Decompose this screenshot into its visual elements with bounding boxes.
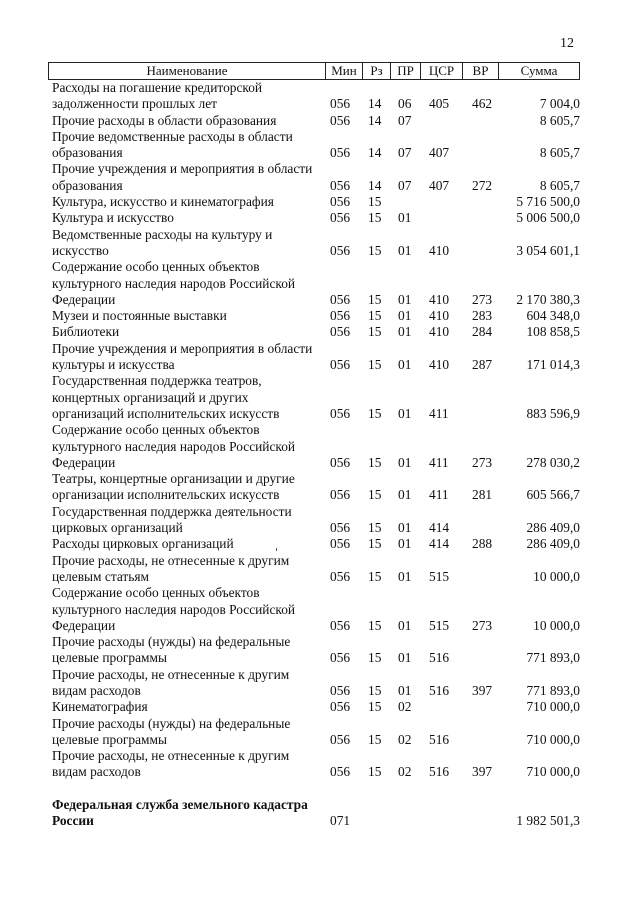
cell-min: 071 bbox=[330, 813, 351, 829]
cell-sum: 286 409,0 bbox=[526, 520, 580, 536]
table-row bbox=[52, 341, 580, 374]
cell-pr: 02 bbox=[398, 731, 412, 747]
cell-sum: 3 054 601,1 bbox=[516, 242, 580, 258]
table-body bbox=[52, 80, 580, 829]
cell-pr: 01 bbox=[398, 242, 412, 258]
cell-sum: 2 170 380,3 bbox=[516, 291, 580, 307]
cell-sum: 7 004,0 bbox=[539, 96, 580, 112]
cell-rz: 15 bbox=[368, 699, 382, 715]
row-values bbox=[52, 178, 580, 194]
cell-sum: 604 348,0 bbox=[526, 308, 580, 324]
cell-csr: 411 bbox=[429, 454, 449, 470]
cell-rz: 15 bbox=[368, 568, 382, 584]
cell-sum: 771 893,0 bbox=[526, 682, 580, 698]
cell-sum: 771 893,0 bbox=[526, 650, 580, 666]
cell-sum: 710 000,0 bbox=[526, 731, 580, 747]
cell-pr: 01 bbox=[398, 617, 412, 633]
cell-rz: 15 bbox=[368, 291, 382, 307]
page-number: 12 bbox=[560, 36, 574, 51]
cell-rz: 15 bbox=[368, 454, 382, 470]
cell-rz: 15 bbox=[368, 357, 382, 373]
cell-sum: 5 716 500,0 bbox=[516, 194, 580, 210]
cell-sum: 286 409,0 bbox=[526, 536, 580, 552]
row-values bbox=[52, 406, 580, 422]
row-values bbox=[52, 357, 580, 373]
cell-pr: 01 bbox=[398, 357, 412, 373]
cell-min: 056 bbox=[330, 177, 351, 193]
table-row bbox=[52, 471, 580, 504]
cell-rz: 15 bbox=[368, 324, 382, 340]
cell-min: 056 bbox=[330, 699, 351, 715]
row-name: Прочие расходы, не отнесенные к другим видам расходов bbox=[52, 748, 290, 780]
cell-vr: 273 bbox=[472, 291, 493, 307]
cell-pr: 02 bbox=[398, 764, 412, 780]
header-sum: Сумма bbox=[520, 63, 558, 78]
row-name: Культура, искусство и кинематография bbox=[52, 194, 274, 210]
table-row bbox=[52, 536, 580, 552]
row-values bbox=[52, 764, 580, 780]
cell-csr: 410 bbox=[429, 308, 450, 324]
table-row bbox=[52, 504, 580, 537]
table-row bbox=[52, 308, 580, 324]
cell-rz: 14 bbox=[368, 177, 382, 193]
table-row bbox=[52, 227, 580, 260]
row-values bbox=[52, 813, 580, 829]
cell-vr: 397 bbox=[472, 764, 493, 780]
cell-pr: 01 bbox=[398, 520, 412, 536]
cell-pr: 01 bbox=[398, 454, 412, 470]
row-values bbox=[52, 324, 580, 340]
row-name: Прочие ведомственные расходы в области образования bbox=[52, 128, 293, 161]
row-name: Прочие расходы (нужды) на федеральные целевые программы bbox=[52, 634, 291, 666]
cell-rz: 15 bbox=[368, 308, 382, 324]
cell-vr: 288 bbox=[472, 536, 493, 552]
cell-csr: 405 bbox=[429, 96, 450, 112]
cell-rz: 14 bbox=[368, 112, 382, 128]
row-name: Прочие расходы, не отнесенные к другим целевым статьям bbox=[52, 552, 290, 584]
table-row bbox=[52, 113, 580, 129]
cell-min: 056 bbox=[330, 357, 351, 373]
table-row bbox=[52, 80, 580, 113]
cell-sum: 10 000,0 bbox=[533, 568, 580, 584]
cell-rz: 15 bbox=[368, 520, 382, 536]
cell-csr: 407 bbox=[429, 177, 450, 193]
cell-pr: 06 bbox=[398, 96, 412, 112]
cell-vr: 287 bbox=[472, 357, 493, 373]
header-csr: ЦСР bbox=[421, 63, 463, 79]
cell-rz: 15 bbox=[368, 194, 382, 210]
cell-min: 056 bbox=[330, 764, 351, 780]
cell-sum: 278 030,2 bbox=[526, 454, 580, 470]
cell-rz: 15 bbox=[368, 405, 382, 421]
row-name: Кинематография bbox=[52, 699, 148, 715]
row-name: Прочие расходы (нужды) на федеральные целевые программы bbox=[52, 715, 291, 747]
row-values bbox=[52, 292, 580, 308]
row-values bbox=[52, 243, 580, 259]
row-name: Содержание особо ценных объектов культурного наследия народов Российской Федерации bbox=[52, 585, 296, 633]
cell-csr: 516 bbox=[429, 731, 450, 747]
cell-min: 056 bbox=[330, 617, 351, 633]
cell-min: 056 bbox=[330, 682, 351, 698]
row-name: Прочие расходы в области образования bbox=[52, 112, 277, 128]
table-row bbox=[52, 422, 580, 471]
table-row bbox=[52, 210, 580, 226]
cell-min: 056 bbox=[330, 520, 351, 536]
cell-vr: 284 bbox=[472, 324, 493, 340]
row-name: Содержание особо ценных объектов культурного наследия народов Российской Федерации bbox=[52, 259, 296, 307]
cell-csr: 516 bbox=[429, 682, 450, 698]
table-row bbox=[52, 797, 580, 830]
cell-rz: 15 bbox=[368, 650, 382, 666]
cell-min: 056 bbox=[330, 650, 351, 666]
header-vr: ВР bbox=[463, 63, 499, 79]
cell-pr: 01 bbox=[398, 405, 412, 421]
cell-csr: 407 bbox=[429, 145, 450, 161]
row-values bbox=[52, 455, 580, 471]
header-min: Мин bbox=[326, 63, 363, 79]
table-row bbox=[52, 667, 580, 700]
header-pr: ПР bbox=[391, 63, 421, 79]
cell-min: 056 bbox=[330, 454, 351, 470]
table-row bbox=[52, 716, 580, 749]
cell-sum: 1 982 501,3 bbox=[516, 813, 580, 829]
row-values bbox=[52, 308, 580, 324]
cell-rz: 15 bbox=[368, 536, 382, 552]
cell-sum: 5 006 500,0 bbox=[516, 210, 580, 226]
row-values bbox=[52, 569, 580, 585]
row-values bbox=[52, 210, 580, 226]
row-name: Прочие учреждения и мероприятия в области образования bbox=[52, 161, 313, 193]
cell-csr: 515 bbox=[429, 568, 450, 584]
cell-vr: 273 bbox=[472, 454, 493, 470]
cell-pr: 01 bbox=[398, 487, 412, 503]
cell-csr: 410 bbox=[429, 291, 450, 307]
row-values bbox=[52, 113, 580, 129]
cell-vr: 283 bbox=[472, 308, 493, 324]
cell-rz: 14 bbox=[368, 145, 382, 161]
cell-csr: 410 bbox=[429, 324, 450, 340]
cell-sum: 8 605,7 bbox=[539, 112, 580, 128]
row-values bbox=[52, 650, 580, 666]
cell-vr: 273 bbox=[472, 617, 493, 633]
cell-min: 056 bbox=[330, 194, 351, 210]
cell-pr: 01 bbox=[398, 568, 412, 584]
cell-pr: 07 bbox=[398, 112, 412, 128]
cell-pr: 01 bbox=[398, 291, 412, 307]
row-values bbox=[52, 699, 580, 715]
cell-vr: 462 bbox=[472, 96, 493, 112]
cell-min: 056 bbox=[330, 145, 351, 161]
cell-sum: 710 000,0 bbox=[526, 699, 580, 715]
cell-csr: 516 bbox=[429, 650, 450, 666]
cell-vr: 272 bbox=[472, 177, 493, 193]
cell-pr: 07 bbox=[398, 177, 412, 193]
cell-min: 056 bbox=[330, 112, 351, 128]
cell-vr: 397 bbox=[472, 682, 493, 698]
table-header bbox=[48, 62, 580, 80]
cell-csr: 414 bbox=[429, 520, 450, 536]
row-values bbox=[52, 732, 580, 748]
row-values bbox=[52, 145, 580, 161]
row-values bbox=[52, 683, 580, 699]
table-row bbox=[52, 699, 580, 715]
cell-min: 056 bbox=[330, 487, 351, 503]
table-row bbox=[52, 553, 580, 586]
cell-csr: 411 bbox=[429, 405, 449, 421]
header-name: Наименование bbox=[49, 63, 326, 79]
cell-min: 056 bbox=[330, 308, 351, 324]
row-name: Прочие учреждения и мероприятия в области культуры и искусства bbox=[52, 340, 313, 373]
cell-rz: 15 bbox=[368, 242, 382, 258]
row-name: Расходы на погашение кредиторской задолженности прошлых лет bbox=[52, 80, 263, 112]
cell-min: 056 bbox=[330, 291, 351, 307]
cell-sum: 171 014,3 bbox=[526, 357, 580, 373]
cell-rz: 15 bbox=[368, 764, 382, 780]
row-values bbox=[52, 520, 580, 536]
cell-min: 056 bbox=[330, 536, 351, 552]
row-values bbox=[52, 618, 580, 634]
cell-sum: 883 596,9 bbox=[526, 405, 580, 421]
row-values bbox=[52, 536, 580, 552]
cell-min: 056 bbox=[330, 210, 351, 226]
cell-sum: 10 000,0 bbox=[533, 617, 580, 633]
cell-min: 056 bbox=[330, 96, 351, 112]
cell-min: 056 bbox=[330, 405, 351, 421]
cell-pr: 01 bbox=[398, 308, 412, 324]
cell-sum: 710 000,0 bbox=[526, 764, 580, 780]
cell-rz: 15 bbox=[368, 617, 382, 633]
row-name: Государственная поддержка театров, концертных организаций и других организаций исполнительских искусств bbox=[52, 373, 280, 421]
cell-pr: 02 bbox=[398, 699, 412, 715]
cell-rz: 15 bbox=[368, 731, 382, 747]
row-values bbox=[52, 487, 580, 503]
cell-min: 056 bbox=[330, 242, 351, 258]
table-row bbox=[52, 748, 580, 781]
row-name: Ведомственные расходы на культуру и искусство bbox=[52, 226, 273, 258]
cell-rz: 15 bbox=[368, 682, 382, 698]
row-name: Расходы цирковых организаций bbox=[52, 536, 234, 552]
table-row bbox=[52, 634, 580, 667]
table-row bbox=[52, 129, 580, 162]
table-row bbox=[52, 585, 580, 634]
cell-rz: 15 bbox=[368, 487, 382, 503]
cell-min: 056 bbox=[330, 568, 351, 584]
row-name: Музеи и постоянные выставки bbox=[52, 308, 227, 324]
cell-rz: 14 bbox=[368, 96, 382, 112]
row-name: Прочие расходы, не отнесенные к другим видам расходов bbox=[52, 666, 290, 698]
cell-vr: 281 bbox=[472, 487, 493, 503]
cell-csr: 410 bbox=[429, 357, 450, 373]
row-name: Федеральная служба земельного кадастра России bbox=[52, 796, 308, 829]
table-row bbox=[52, 324, 580, 340]
row-name: Театры, концертные организации и другие организации исполнительских искусств bbox=[52, 471, 295, 503]
table-row bbox=[52, 373, 580, 422]
cell-sum: 8 605,7 bbox=[539, 177, 580, 193]
cell-sum: 108 858,5 bbox=[526, 324, 580, 340]
row-name: Государственная поддержка деятельности цирковых организаций bbox=[52, 503, 292, 536]
scan-artifact bbox=[276, 548, 277, 551]
row-name: Содержание особо ценных объектов культурного наследия народов Российской Федерации bbox=[52, 422, 296, 470]
cell-csr: 411 bbox=[429, 487, 449, 503]
cell-pr: 01 bbox=[398, 682, 412, 698]
cell-pr: 07 bbox=[398, 145, 412, 161]
table-row bbox=[52, 259, 580, 308]
cell-rz: 15 bbox=[368, 210, 382, 226]
cell-pr: 01 bbox=[398, 210, 412, 226]
cell-csr: 414 bbox=[429, 536, 450, 552]
row-name: Библиотеки bbox=[52, 324, 120, 340]
cell-pr: 01 bbox=[398, 536, 412, 552]
cell-csr: 516 bbox=[429, 764, 450, 780]
cell-min: 056 bbox=[330, 324, 351, 340]
cell-min: 056 bbox=[330, 731, 351, 747]
header-rz: Рз bbox=[363, 63, 391, 79]
row-values bbox=[52, 194, 580, 210]
cell-pr: 01 bbox=[398, 324, 412, 340]
row-values bbox=[52, 96, 580, 112]
table-row bbox=[52, 161, 580, 194]
cell-pr: 01 bbox=[398, 650, 412, 666]
cell-csr: 410 bbox=[429, 242, 450, 258]
table-row bbox=[52, 194, 580, 210]
cell-sum: 8 605,7 bbox=[539, 145, 580, 161]
row-name: Культура и искусство bbox=[52, 210, 174, 226]
cell-csr: 515 bbox=[429, 617, 450, 633]
cell-sum: 605 566,7 bbox=[526, 487, 580, 503]
